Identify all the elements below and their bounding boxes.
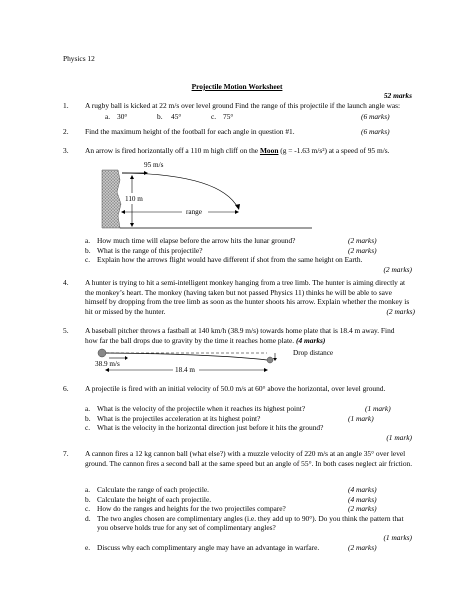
part-c: [85, 504, 412, 514]
part-a: [85, 404, 412, 414]
part-text: The two angles chosen are complimentary angles (i.e. they add up to 90°). Do you think the pattern that you observe holds true for any set of complimentary angles?: [97, 513, 404, 533]
option-c: 75°: [223, 111, 234, 121]
part-text: What is the velocity of the projectile when it reaches its highest point?: [97, 404, 306, 413]
option-b: 45°: [171, 111, 182, 121]
question-text-body: A baseball pitcher throws a fastball at 140 km/h (38.9 m/s) towards home plate that is 18.4 m away. Find how far the ball drops due to gravity by the time it reaches home plate.: [85, 326, 395, 345]
question-4: [63, 278, 413, 316]
part-d-marks-line: [85, 533, 412, 543]
total-marks: 52 marks: [383, 91, 412, 100]
distance-label: 18.4 m: [175, 366, 195, 374]
option-c-label: c.: [211, 111, 217, 121]
part-marks: (1 mark): [386, 432, 412, 442]
question-text: A cannon fires a 12 kg cannon ball (what else?) with a muzzle velocity of 220 m/s at an angle 35° over level ground. The cannon fires a second ball at the same speed but an angle of 55°. In both cases neglect air friction.: [85, 449, 413, 468]
question-number: 4.: [63, 278, 69, 287]
part-text: What is the velocity in the horizontal direction just before it hits the ground?: [97, 423, 324, 433]
part-c-marks-line: [85, 433, 412, 443]
question-text-end: (g = -1.63 m/s²) at a speed of 95 m/s.: [278, 146, 390, 155]
option-a-label: a.: [105, 111, 111, 121]
baseball-diagram: [95, 348, 357, 374]
part-label: c.: [85, 504, 91, 514]
question-text-start: An arrow is fired horizontally off a 110 m high cliff on the: [85, 146, 260, 155]
part-b: [85, 495, 412, 505]
part-marks: (4 marks): [348, 485, 377, 494]
question-marks: (4 marks): [296, 335, 326, 345]
arrowhead: [125, 356, 128, 360]
range-arrow-left: [121, 210, 125, 214]
ball-end: [267, 357, 273, 363]
speed-arrowhead: [144, 171, 148, 175]
speed-label: 95 m/s: [144, 161, 164, 169]
drop-curve: [106, 353, 267, 360]
question-1: [63, 101, 413, 121]
question-5: [63, 326, 413, 345]
question-3: [63, 146, 413, 156]
question-3-parts: [85, 236, 412, 274]
part-label: b.: [85, 413, 91, 423]
question-text: Find the maximum height of the football for each angle in question #1.: [85, 127, 295, 136]
part-c-marks-line: [85, 265, 412, 275]
question-marks: (6 marks): [361, 111, 390, 121]
part-c: [85, 423, 412, 433]
distance-arrow-left: [105, 368, 109, 372]
question-number: 3.: [63, 146, 69, 155]
part-text: Calculate the range of each projectile.: [97, 485, 210, 494]
part-label: b.: [85, 494, 91, 504]
part-text: Explain how the arrows flight would have different if shot from the same height on Earth.: [97, 255, 363, 265]
cliff-shape: [102, 170, 121, 228]
question-marks: (2 marks): [386, 306, 415, 316]
moon-emphasis: Moon: [259, 146, 279, 155]
part-label: a.: [85, 236, 91, 245]
part-marks: (1 mark): [365, 404, 391, 413]
part-b: [85, 246, 412, 256]
distance-arrow-right: [264, 368, 268, 372]
worksheet-title: Projectile Motion Worksheet: [191, 82, 283, 91]
part-label: c.: [85, 255, 91, 265]
part-c: [85, 255, 412, 265]
part-marks: (2 marks): [348, 542, 377, 552]
question-text: A rugby ball is kicked at 22 m/s over level ground Find the range of this projectile if the launch angle was:: [85, 101, 401, 110]
part-text: Calculate the height of each projectile.: [97, 494, 212, 504]
question-marks: (6 marks): [361, 127, 390, 136]
option-a: 30°: [117, 111, 128, 121]
question-text: A projectile is fired with an initial velocity of 50.0 m/s at 60° above the horizontal, over level ground.: [85, 384, 386, 393]
height-label: 110 m: [125, 195, 143, 203]
trajectory-arrowhead: [235, 204, 240, 210]
question-2: [63, 127, 413, 137]
question-7-parts: [85, 485, 412, 552]
part-label: b.: [85, 245, 91, 255]
cliff-diagram: [100, 160, 315, 232]
range-arrow-right: [235, 210, 239, 214]
part-a: [85, 485, 412, 495]
speed-label: 38.9 m/s: [95, 360, 120, 368]
part-label: a.: [85, 404, 91, 413]
part-text: What is the range of this projectile?: [97, 245, 203, 255]
part-label: a.: [85, 485, 91, 494]
part-marks: (1 marks): [383, 532, 412, 542]
part-marks: (2 marks): [348, 504, 377, 514]
part-text: How much time will elapse before the arrow hits the lunar ground?: [97, 236, 296, 245]
question-6-parts: [85, 404, 412, 442]
question-number: 5.: [63, 326, 69, 335]
question-number: 7.: [63, 449, 69, 458]
question-text: [85, 146, 415, 156]
part-text: How do the ranges and heights for the two projectiles compare?: [97, 504, 286, 514]
option-b-label: b.: [157, 111, 163, 121]
question-number: 2.: [63, 127, 69, 136]
part-label: e.: [85, 542, 91, 552]
part-marks: (4 marks): [348, 494, 377, 504]
part-marks: (2 marks): [348, 236, 377, 245]
question-text: [85, 326, 405, 345]
drop-arrowhead: [273, 358, 277, 361]
part-marks: (1 mark): [348, 413, 374, 423]
height-arrow-up: [130, 175, 134, 179]
height-arrow-down: [130, 223, 134, 227]
question-number: 1.: [63, 101, 69, 110]
part-e: [85, 543, 412, 553]
part-a: [85, 236, 412, 246]
part-marks: (2 marks): [348, 245, 377, 255]
question-6: [63, 384, 413, 394]
part-label: d.: [85, 513, 91, 523]
range-label: range: [186, 208, 202, 216]
question-text: A hunter is trying to hit a semi-intelligent monkey hanging from a tree limb. The hunter is aiming directly at the monkey’s heart. The monkey (having taken but not passed Physics 11) thinks he will be able to save himself by dropping from the tree limb as soon as the hunter shoots his arrow. Explain whether the monkey is hit or missed by the hunter.: [85, 278, 410, 316]
drop-label: Drop distance: [293, 349, 334, 357]
part-label: c.: [85, 423, 91, 433]
course-name: Physics 12: [63, 54, 95, 63]
part-d: [85, 514, 412, 533]
part-text: What is the projectiles acceleration at its highest point?: [97, 413, 261, 423]
part-text: Discuss why each complimentary angle may have an advantage in warfare.: [97, 542, 320, 552]
part-marks: (2 marks): [383, 264, 412, 274]
question-number: 6.: [63, 384, 69, 393]
question-7: [63, 449, 413, 468]
ball-start: [98, 349, 106, 357]
part-b: [85, 414, 412, 424]
